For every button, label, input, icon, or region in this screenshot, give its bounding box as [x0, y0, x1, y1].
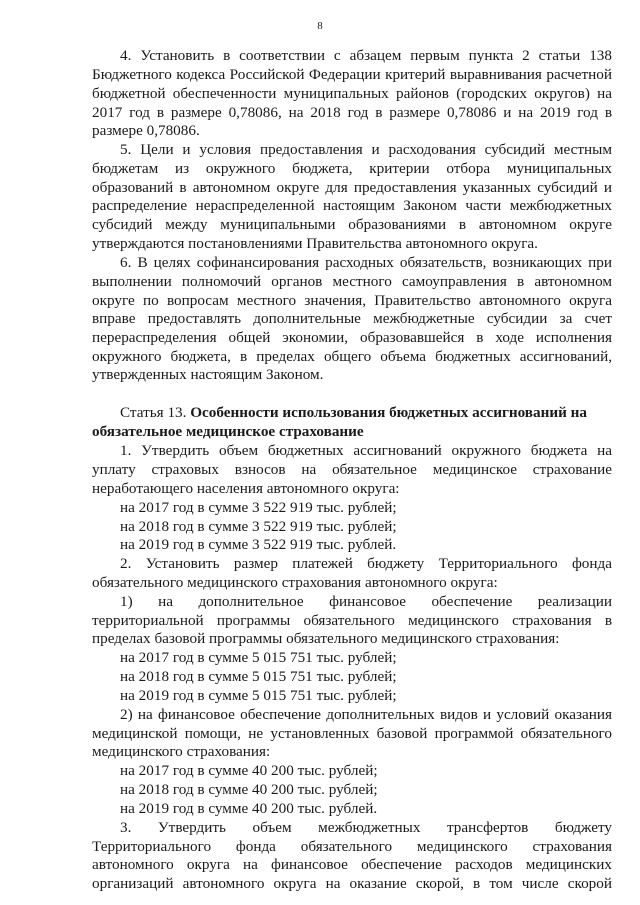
text-line: медицинского страхования:	[92, 743, 271, 760]
text-line: бюджетной обеспеченности муниципальных районов (городских округов) на	[92, 85, 612, 102]
text-line: медицинской помощи, не установленных базовой программой обязательного	[92, 725, 612, 742]
text-line: на 2017 год в сумме 40 200 тыс. рублей;	[120, 762, 378, 779]
text-line: на 2018 год в сумме 5 015 751 тыс. рублей;	[120, 668, 397, 685]
page-number: 8	[317, 20, 323, 32]
text-line: утвержденных настоящим Законом.	[92, 366, 324, 383]
text-line: территориальной программы обязательного медицинского страхования в	[92, 612, 612, 629]
text-line: перераспределения общей экономии, образовавшейся в ходе исполнения	[92, 329, 612, 346]
text-line: образований в автономном округе для предоставления указанных субсидий и	[92, 179, 612, 196]
article-title-cont: обязательное медицинское страхование	[92, 423, 364, 440]
text-line: пределах базовой программы обязательного медицинского страхования:	[92, 630, 560, 647]
text-line: утверждаются постановлениями Правительства автономного округа.	[92, 235, 538, 252]
text-line: на 2019 год в сумме 5 015 751 тыс. рублей;	[120, 687, 397, 704]
article-heading	[120, 404, 612, 421]
text-line: на 2019 год в сумме 40 200 тыс. рублей.	[120, 800, 378, 817]
text-line: размере 0,78086.	[92, 122, 200, 139]
text-line: 4. Установить в соответствии с абзацем первым пункта 2 статьи 138	[120, 47, 612, 64]
text-line: округе по вопросам местного значения, Правительство автономного округа	[92, 292, 612, 309]
article-prefix: Статья 13.	[120, 404, 187, 421]
text-line: 2) на финансовое обеспечение дополнительных видов и условий оказания	[120, 706, 612, 723]
text-line: на 2018 год в сумме 40 200 тыс. рублей;	[120, 781, 378, 798]
text-line: уплату страховых взносов на обязательное медицинское страхование	[92, 461, 612, 478]
text-line: вправе предоставлять дополнительные межбюджетные субсидии за счет	[92, 310, 612, 327]
text-line: Бюджетного кодекса Российской Федерации критерий выравнивания расчетной	[92, 66, 612, 83]
text-line: 2017 год в размере 0,78086, на 2018 год в размере 0,78086 и на 2019 год в	[92, 104, 612, 121]
text-line: организаций автономного округа на оказание скорой, в том числе скорой	[92, 875, 612, 892]
text-line: субсидий между муниципальными образованиями в автономном округе	[92, 216, 612, 233]
text-line: окружного бюджета, в пределах общего объема бюджетных ассигнований,	[92, 348, 612, 365]
text-line: 5. Цели и условия предоставления и расходования субсидий местным	[120, 141, 612, 158]
text-line: 3. Утвердить объем межбюджетных трансфертов бюджету	[120, 819, 612, 836]
text-line: бюджетам из окружного бюджета, критерии отбора муниципальных	[92, 160, 612, 177]
text-line: 1. Утвердить объем бюджетных ассигнований окружного бюджета на	[120, 442, 612, 459]
text-line: 1) на дополнительное финансовое обеспечение реализации	[120, 593, 612, 610]
text-line: на 2017 год в сумме 5 015 751 тыс. рублей;	[120, 649, 397, 666]
article-heading-cont	[92, 423, 612, 440]
text-line: неработающего населения автономного округа:	[92, 480, 400, 497]
text-line: 6. В целях софинансирования расходных обязательств, возникающих при	[120, 254, 612, 271]
text-line: на 2017 год в сумме 3 522 919 тыс. рублей;	[120, 499, 397, 516]
text-line: обязательного медицинского страхования автономного округа:	[92, 574, 498, 591]
text-line: Территориального фонда обязательного медицинского страхования	[92, 838, 612, 855]
text-line: распределение нераспределенной настоящим Законом части межбюджетных	[92, 197, 612, 214]
text-line: автономного округа на финансовое обеспечение расходов медицинских	[92, 856, 612, 873]
text-line: выполнении полномочий органов местного самоуправления в автономном	[92, 273, 612, 290]
text-line: на 2018 год в сумме 3 522 919 тыс. рублей;	[120, 518, 397, 535]
text-line: на 2019 год в сумме 3 522 919 тыс. рублей.	[120, 536, 397, 553]
text-line: 2. Установить размер платежей бюджету Территориального фонда	[120, 555, 612, 572]
article-title: Особенности использования бюджетных ассигнований на	[190, 404, 587, 421]
